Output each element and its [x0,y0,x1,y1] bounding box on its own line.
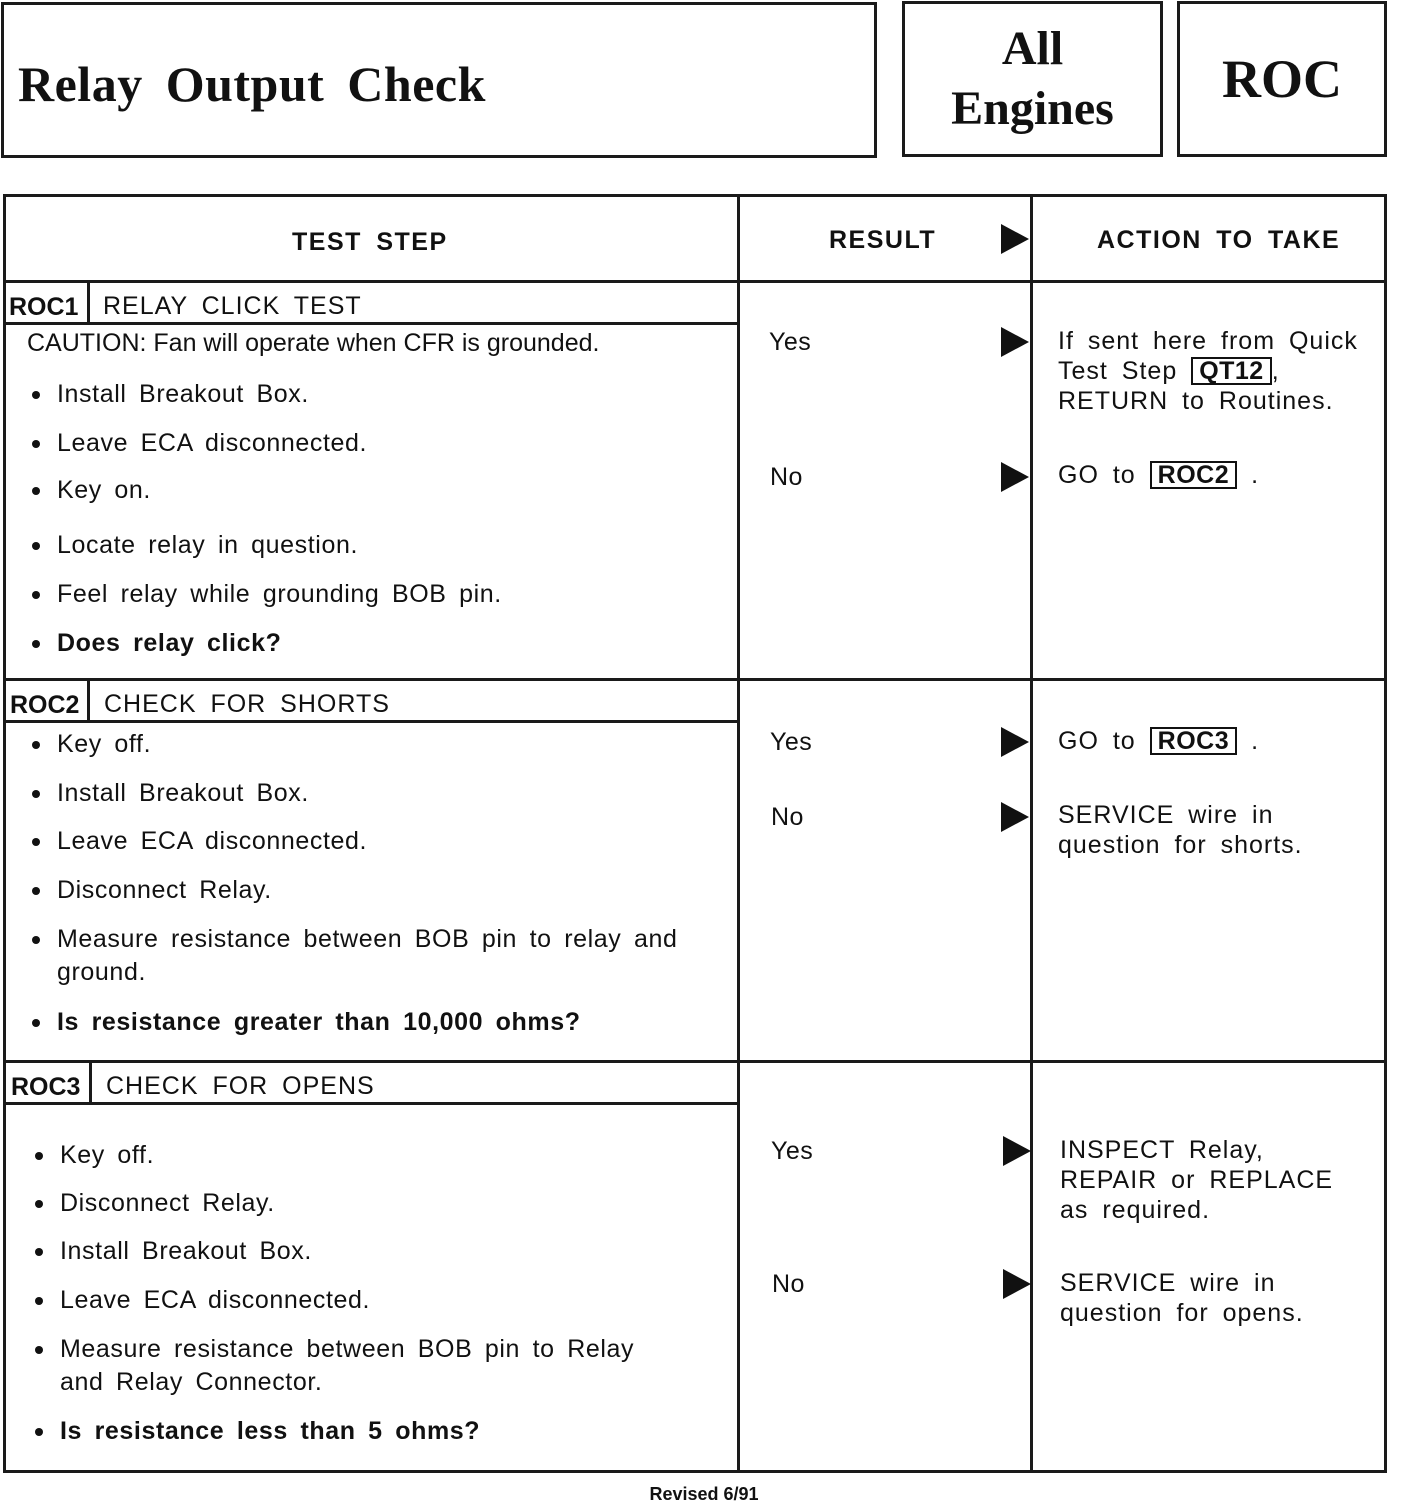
list-item: Feel relay while grounding BOB pin. [57,580,502,608]
list-item: Key off. [57,730,152,758]
list-item: Install Breakout Box. [57,380,309,408]
bullet-icon [35,1200,43,1208]
bullet-icon [32,440,40,448]
caution-text: CAUTION: Fan will operate when CFR is grounded. [27,329,600,357]
revision-note: Revised 6/91 [649,1484,759,1504]
arrow-icon [1001,224,1029,254]
bullet-icon [32,591,40,599]
applies-to-box [902,1,1163,157]
list-item: Key off. [60,1141,155,1169]
bullet-icon [32,487,40,495]
step-reference: ROC3 [1150,727,1237,755]
list-item: Install Breakout Box. [60,1237,312,1265]
result-label-yes: Yes [769,328,812,356]
bullet-icon [35,1248,43,1256]
list-item: Leave ECA disconnected. [57,429,368,457]
arrow-icon [1001,727,1029,757]
bullet-icon [32,887,40,895]
result-label-yes: Yes [770,728,813,756]
action-text: INSPECT Relay, REPAIR or REPLACE as required. [1060,1136,1334,1224]
action-text: GO to ROC2 . [1058,461,1260,489]
result-label-yes: Yes [771,1137,814,1165]
bullet-icon [32,838,40,846]
bullet-icon [32,1019,40,1027]
list-item: Leave ECA disconnected. [60,1286,371,1314]
bullet-icon [32,741,40,749]
page-title: Relay Output Check [18,56,486,112]
column-divider [737,194,740,1473]
list-item: Disconnect Relay. [57,876,272,904]
action-text: GO to ROC3 . [1058,727,1260,755]
list-item: Measure resistance between BOB pin to Relay and Relay Connector. [60,1335,635,1396]
list-item: Key on. [57,476,151,504]
list-item: Leave ECA disconnected. [57,827,368,855]
bullet-icon [32,391,40,399]
arrow-icon [1001,327,1029,357]
header-row-divider [3,280,1387,283]
section-code: ROC [1222,49,1342,109]
result-label-no: No [770,463,803,491]
step-id: ROC1 [9,293,79,321]
result-label-no: No [772,1270,805,1298]
bullet-icon [35,1428,43,1436]
list-item: Locate relay in question. [57,531,359,559]
step-id: ROC2 [10,691,80,719]
bullet-icon [32,790,40,798]
column-header-result: RESULT [829,226,937,254]
column-header-action: ACTION TO TAKE [1097,226,1341,254]
step-reference: ROC2 [1150,461,1237,489]
step-reference: QT12 [1191,357,1272,385]
arrow-icon [1001,462,1029,492]
step-title: RELAY CLICK TEST [103,292,362,320]
list-item: Measure resistance between BOB pin to relay and ground. [57,925,678,986]
step-id: ROC3 [11,1073,81,1101]
bullet-icon [35,1152,43,1160]
bullet-icon [35,1346,43,1354]
arrow-icon [1003,1269,1031,1299]
row-divider [3,678,1387,681]
list-item: Install Breakout Box. [57,779,309,807]
result-label-no: No [771,803,804,831]
question-item: Does relay click? [57,629,282,657]
arrow-icon [1001,802,1029,832]
applies-to-line1: All [1001,22,1064,75]
step-title: CHECK FOR SHORTS [104,690,390,718]
bullet-icon [32,936,40,944]
action-text: If sent here from Quick Test Step QT12 , RETURN to Routines. [1058,327,1358,415]
bullet-icon [32,542,40,550]
row-divider [3,1060,1387,1063]
step-title: CHECK FOR OPENS [106,1072,375,1100]
bullet-icon [35,1297,43,1305]
action-text: SERVICE wire in question for opens. [1060,1269,1304,1327]
list-item: Disconnect Relay. [60,1189,275,1217]
bullet-icon [32,640,40,648]
applies-to-line2: Engines [951,82,1114,135]
section-code-box [1177,1,1387,157]
title-box [1,2,877,158]
arrow-icon [1003,1136,1031,1166]
column-header-test-step: TEST STEP [292,228,448,256]
action-text: SERVICE wire in question for shorts. [1058,801,1303,859]
question-item: Is resistance greater than 10,000 ohms? [57,1008,581,1036]
question-item: Is resistance less than 5 ohms? [60,1417,481,1445]
